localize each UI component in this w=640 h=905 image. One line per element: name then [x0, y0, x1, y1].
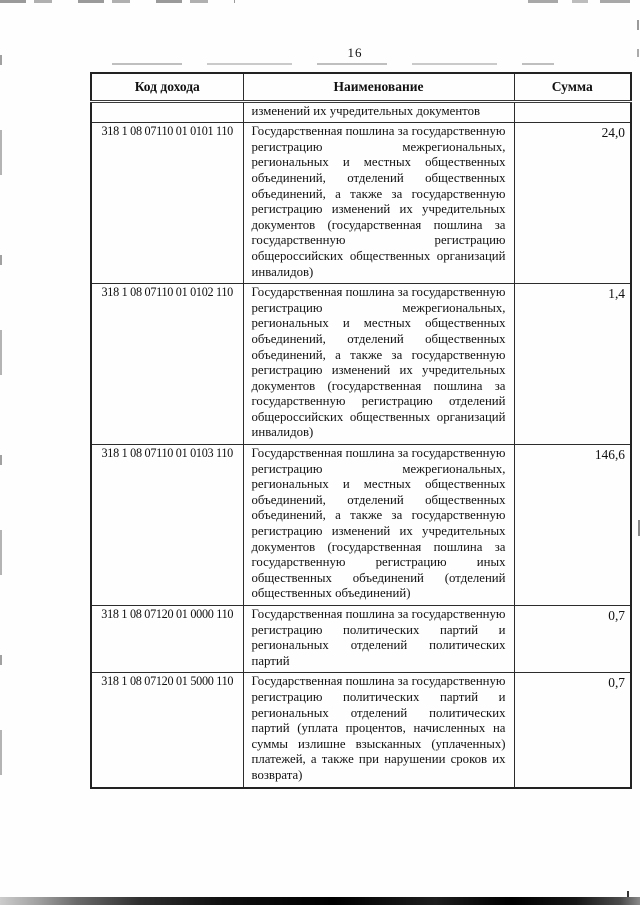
income-code-cell: 318 1 08 07110 01 0103 110 — [91, 445, 243, 606]
name-cell: Государственная пошлина за государственную регистрацию межрегиональных, региональных и местных общественных объединений, отделений общественных объединений, а также за государственную регистрацию изменений их учредительных документов (государственная пошлина за государственную регистрацию общероссийских общественных организаций инвалидов) — [243, 123, 514, 284]
income-code-cell: 318 1 08 07110 01 0101 110 — [91, 123, 243, 284]
column-header-income-code: Код дохода — [91, 73, 243, 101]
sum-cell: 24,0 — [514, 123, 631, 284]
scan-artifact-top-left — [0, 0, 235, 3]
income-codes-table — [90, 72, 632, 789]
table-row — [91, 673, 631, 788]
scan-artifact-right-tick — [637, 20, 639, 30]
table-header-row — [91, 73, 631, 101]
income-code-cell: 318 1 08 07120 01 0000 110 — [91, 606, 243, 673]
income-code-cell: 318 1 08 07120 01 5000 110 — [91, 673, 243, 788]
table-row — [91, 445, 631, 606]
sum-cell: 0,7 — [514, 606, 631, 673]
sum-cell: 146,6 — [514, 445, 631, 606]
income-code-cell — [91, 101, 243, 123]
name-cell: Государственная пошлина за государственную регистрацию межрегиональных, региональных и местных общественных объединений, отделений общественных объединений, а также за государственную регистрацию изменений их учредительных документов (государственная пошлина за государственную регистрацию иных общественных объединений (отделений общественных объединений) — [243, 445, 514, 606]
scan-artifact-right-tick — [637, 49, 639, 57]
name-cell: Государственная пошлина за государственную регистрацию межрегиональных, региональных и местных общественных объединений, отделений общественных объединений, а также за государственную регистрацию изменений их учредительных документов (государственная пошлина за государственную регистрацию отделений общероссийских общественных организаций инвалидов) — [243, 284, 514, 445]
income-code-cell: 318 1 08 07110 01 0102 110 — [91, 284, 243, 445]
column-header-name: Наименование — [243, 73, 514, 101]
name-cell: изменений их учредительных документов — [243, 101, 514, 123]
sum-cell: 0,7 — [514, 673, 631, 788]
scan-ghost-line — [112, 63, 554, 65]
table-row — [91, 606, 631, 673]
name-cell: Государственная пошлина за государственную регистрацию политических партий и региональных отделений политических партий — [243, 606, 514, 673]
scan-artifact-left-edge — [0, 55, 2, 800]
scan-artifact-top-right — [528, 0, 640, 3]
sum-cell — [514, 101, 631, 123]
sum-cell: 1,4 — [514, 284, 631, 445]
scan-artifact-bottom-strip — [0, 897, 640, 905]
page-number: 16 — [347, 45, 363, 60]
table-row — [91, 123, 631, 284]
column-header-sum: Сумма — [514, 73, 631, 101]
table-row — [91, 101, 631, 123]
table-row — [91, 284, 631, 445]
name-cell: Государственная пошлина за государственную регистрацию политических партий и региональных отделений политических партий (уплата процентов, начисленных на суммы излишне взысканных (уплаченных) платежей, а также при нарушении сроков их возврата) — [243, 673, 514, 788]
